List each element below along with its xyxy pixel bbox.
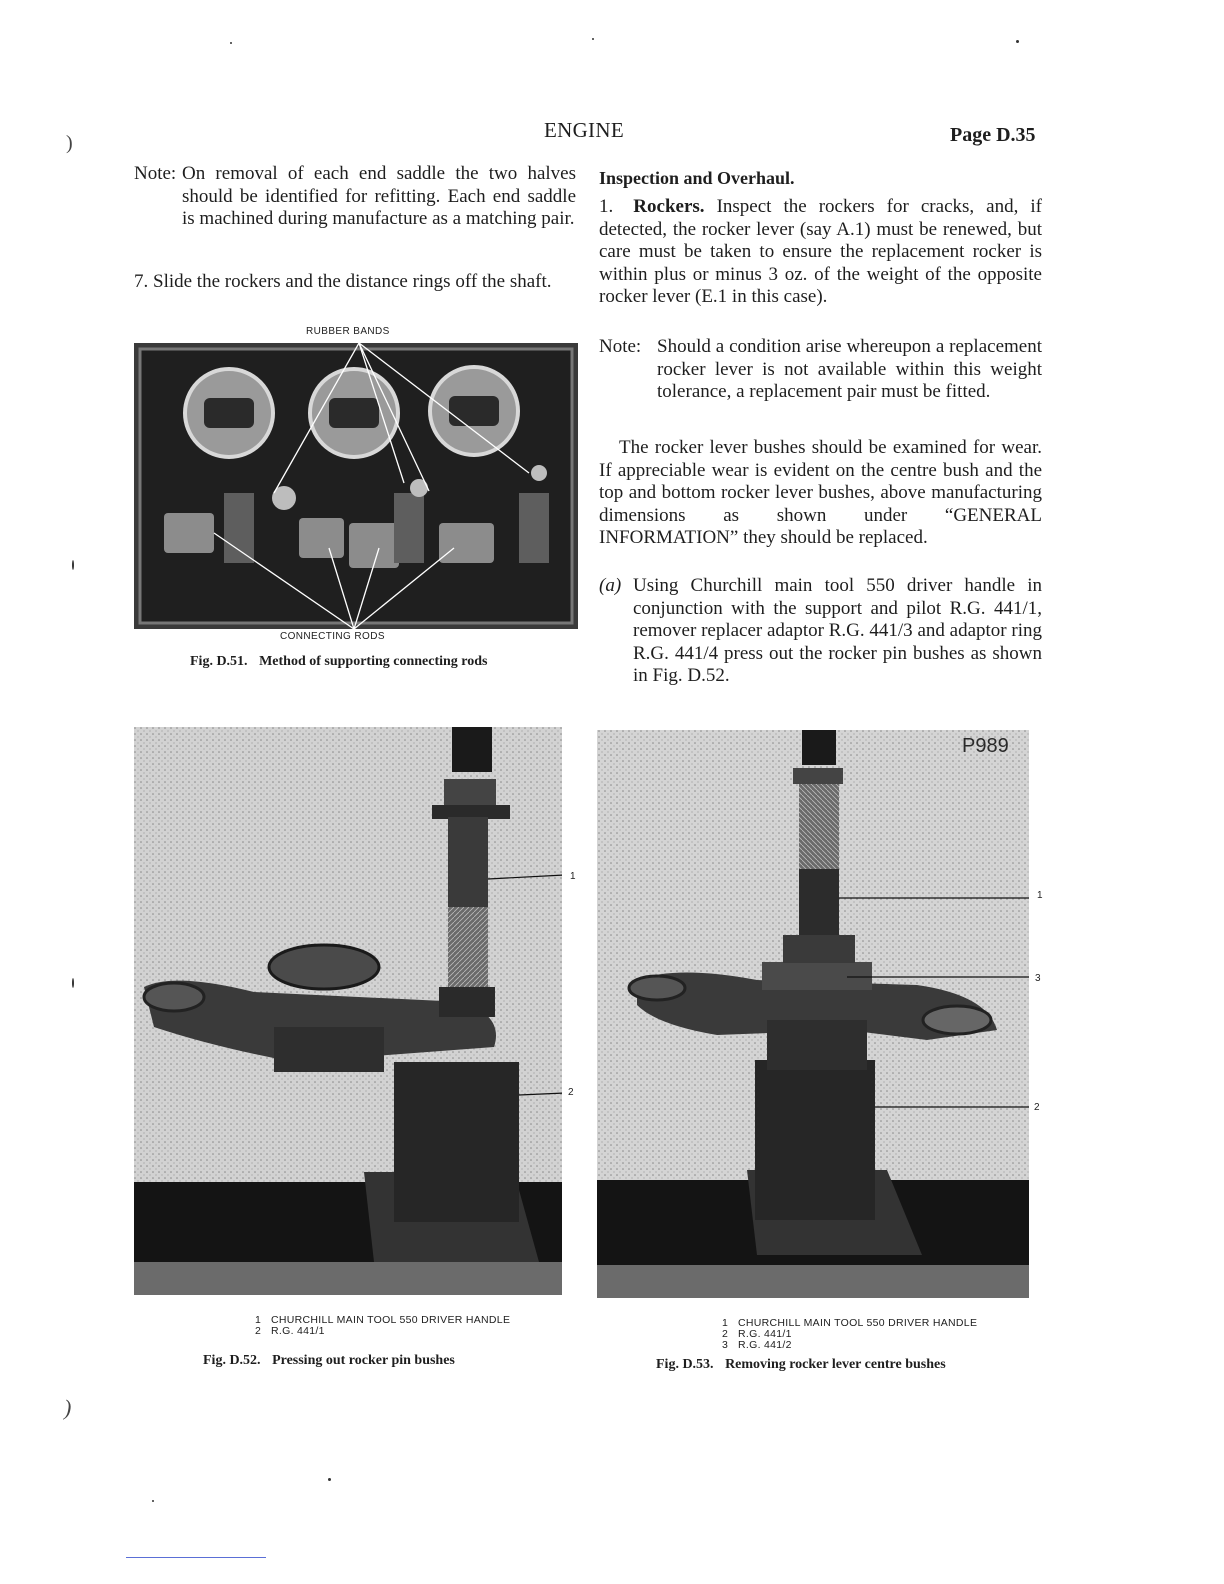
note-label: Note:	[134, 163, 177, 184]
rocker-centre-bush-illustration	[597, 730, 1029, 1298]
fig51-caption	[190, 654, 488, 670]
scan-speck	[152, 1500, 154, 1502]
fig53-legend	[722, 1318, 977, 1351]
fig53-legend-item: 1 CHURCHILL MAIN TOOL 550 DRIVER HANDLE	[722, 1317, 978, 1329]
right-note-label: Note:	[599, 336, 642, 357]
step-7-text: 7. Slide the rockers and the distance rings off the shaft.	[134, 271, 552, 292]
section-heading: Inspection and Overhaul.	[599, 168, 795, 188]
fig53-caption-text: Removing rocker lever centre bushes	[725, 1357, 946, 1372]
running-header-title: ENGINE	[544, 118, 624, 142]
fig53-legend-item: 3 R.G. 441/2	[722, 1339, 792, 1351]
page-number: Page D.35	[950, 124, 1036, 146]
scan-speck	[1016, 40, 1019, 43]
item-1-number: 1.	[599, 196, 614, 217]
fig52-caption-text: Pressing out rocker pin bushes	[272, 1353, 455, 1368]
item-a-label: (a)	[599, 575, 622, 596]
scan-speck	[72, 978, 74, 988]
fig53-callout-1: 1	[1037, 890, 1043, 901]
engine-block-illustration	[134, 343, 578, 629]
fig53-caption	[656, 1357, 946, 1373]
fig53-callout-3: 3	[1035, 973, 1041, 984]
left-note	[134, 163, 576, 231]
item-1-text: Inspect the rockers for cracks, and, if detected, the rocker lever (say A.1) must be renewed, but care must be taken to ensure the replacement rocker is within plus or minus 3 oz. of the weight of the opposite rocker lever (E.1 in this case).	[599, 196, 1043, 307]
binder-mark: )	[64, 1395, 72, 1420]
fig52-caption	[203, 1353, 455, 1369]
binder-mark: )	[66, 132, 73, 154]
fig52-callout-1: 1	[570, 871, 576, 882]
fig52-photo	[134, 727, 562, 1295]
footer-rule	[126, 1557, 266, 1558]
fig52-legend	[255, 1315, 510, 1337]
item-a	[599, 575, 1042, 688]
fig51-top-label: RUBBER BANDS	[306, 326, 390, 337]
fig53-legend-item: 2 R.G. 441/1	[722, 1328, 792, 1340]
fig52-callout-2: 2	[568, 1087, 574, 1098]
scan-speck	[230, 42, 232, 44]
fig51-photo	[134, 343, 578, 629]
item-1-title: Rockers.	[633, 196, 705, 217]
fig52-caption-number: Fig. D.52.	[203, 1353, 261, 1368]
note-text: On removal of each end saddle the two halves should be identified for refitting. Each end saddle is machined during manufacture as a matching pair.	[182, 163, 576, 229]
scan-speck	[328, 1478, 331, 1481]
fig52-legend-item: 2 R.G. 441/1	[255, 1325, 325, 1337]
item-a-text: Using Churchill main tool 550 driver handle in conjunction with the support and pilot R.G. 441/1, remover replacer adaptor R.G. 441/3 and adaptor ring R.G. 441/4 press out the rocker pin bushes as shown in Fig. D.52.	[633, 575, 1042, 686]
item-1-paragraph	[599, 196, 1042, 309]
fig51-caption-text: Method of supporting connecting rods	[259, 654, 488, 669]
fig51-caption-number: Fig. D.51.	[190, 654, 248, 669]
fig52-legend-item: 1 CHURCHILL MAIN TOOL 550 DRIVER HANDLE	[255, 1314, 511, 1326]
fig53-caption-number: Fig. D.53.	[656, 1357, 714, 1372]
right-note-text: Should a condition arise whereupon a replacement rocker lever is not available within this weight tolerance, a replacement pair must be fitted.	[657, 336, 1042, 402]
fig51-bottom-label: CONNECTING RODS	[280, 631, 385, 642]
rocker-press-illustration	[134, 727, 562, 1295]
scan-speck	[592, 38, 594, 40]
bushes-paragraph: The rocker lever bushes should be examined for wear. If appreciable wear is evident on the centre bush and the top and bottom rocker lever bushes, above manufacturing dimensions as shown under “GENERAL INFORMATION” they should be replaced.	[599, 437, 1042, 548]
fig53-photo-ref: P989	[962, 735, 1009, 757]
fig53-photo	[597, 730, 1029, 1298]
scan-speck	[72, 560, 74, 570]
right-note	[599, 336, 1042, 404]
fig53-callout-2: 2	[1034, 1102, 1040, 1113]
